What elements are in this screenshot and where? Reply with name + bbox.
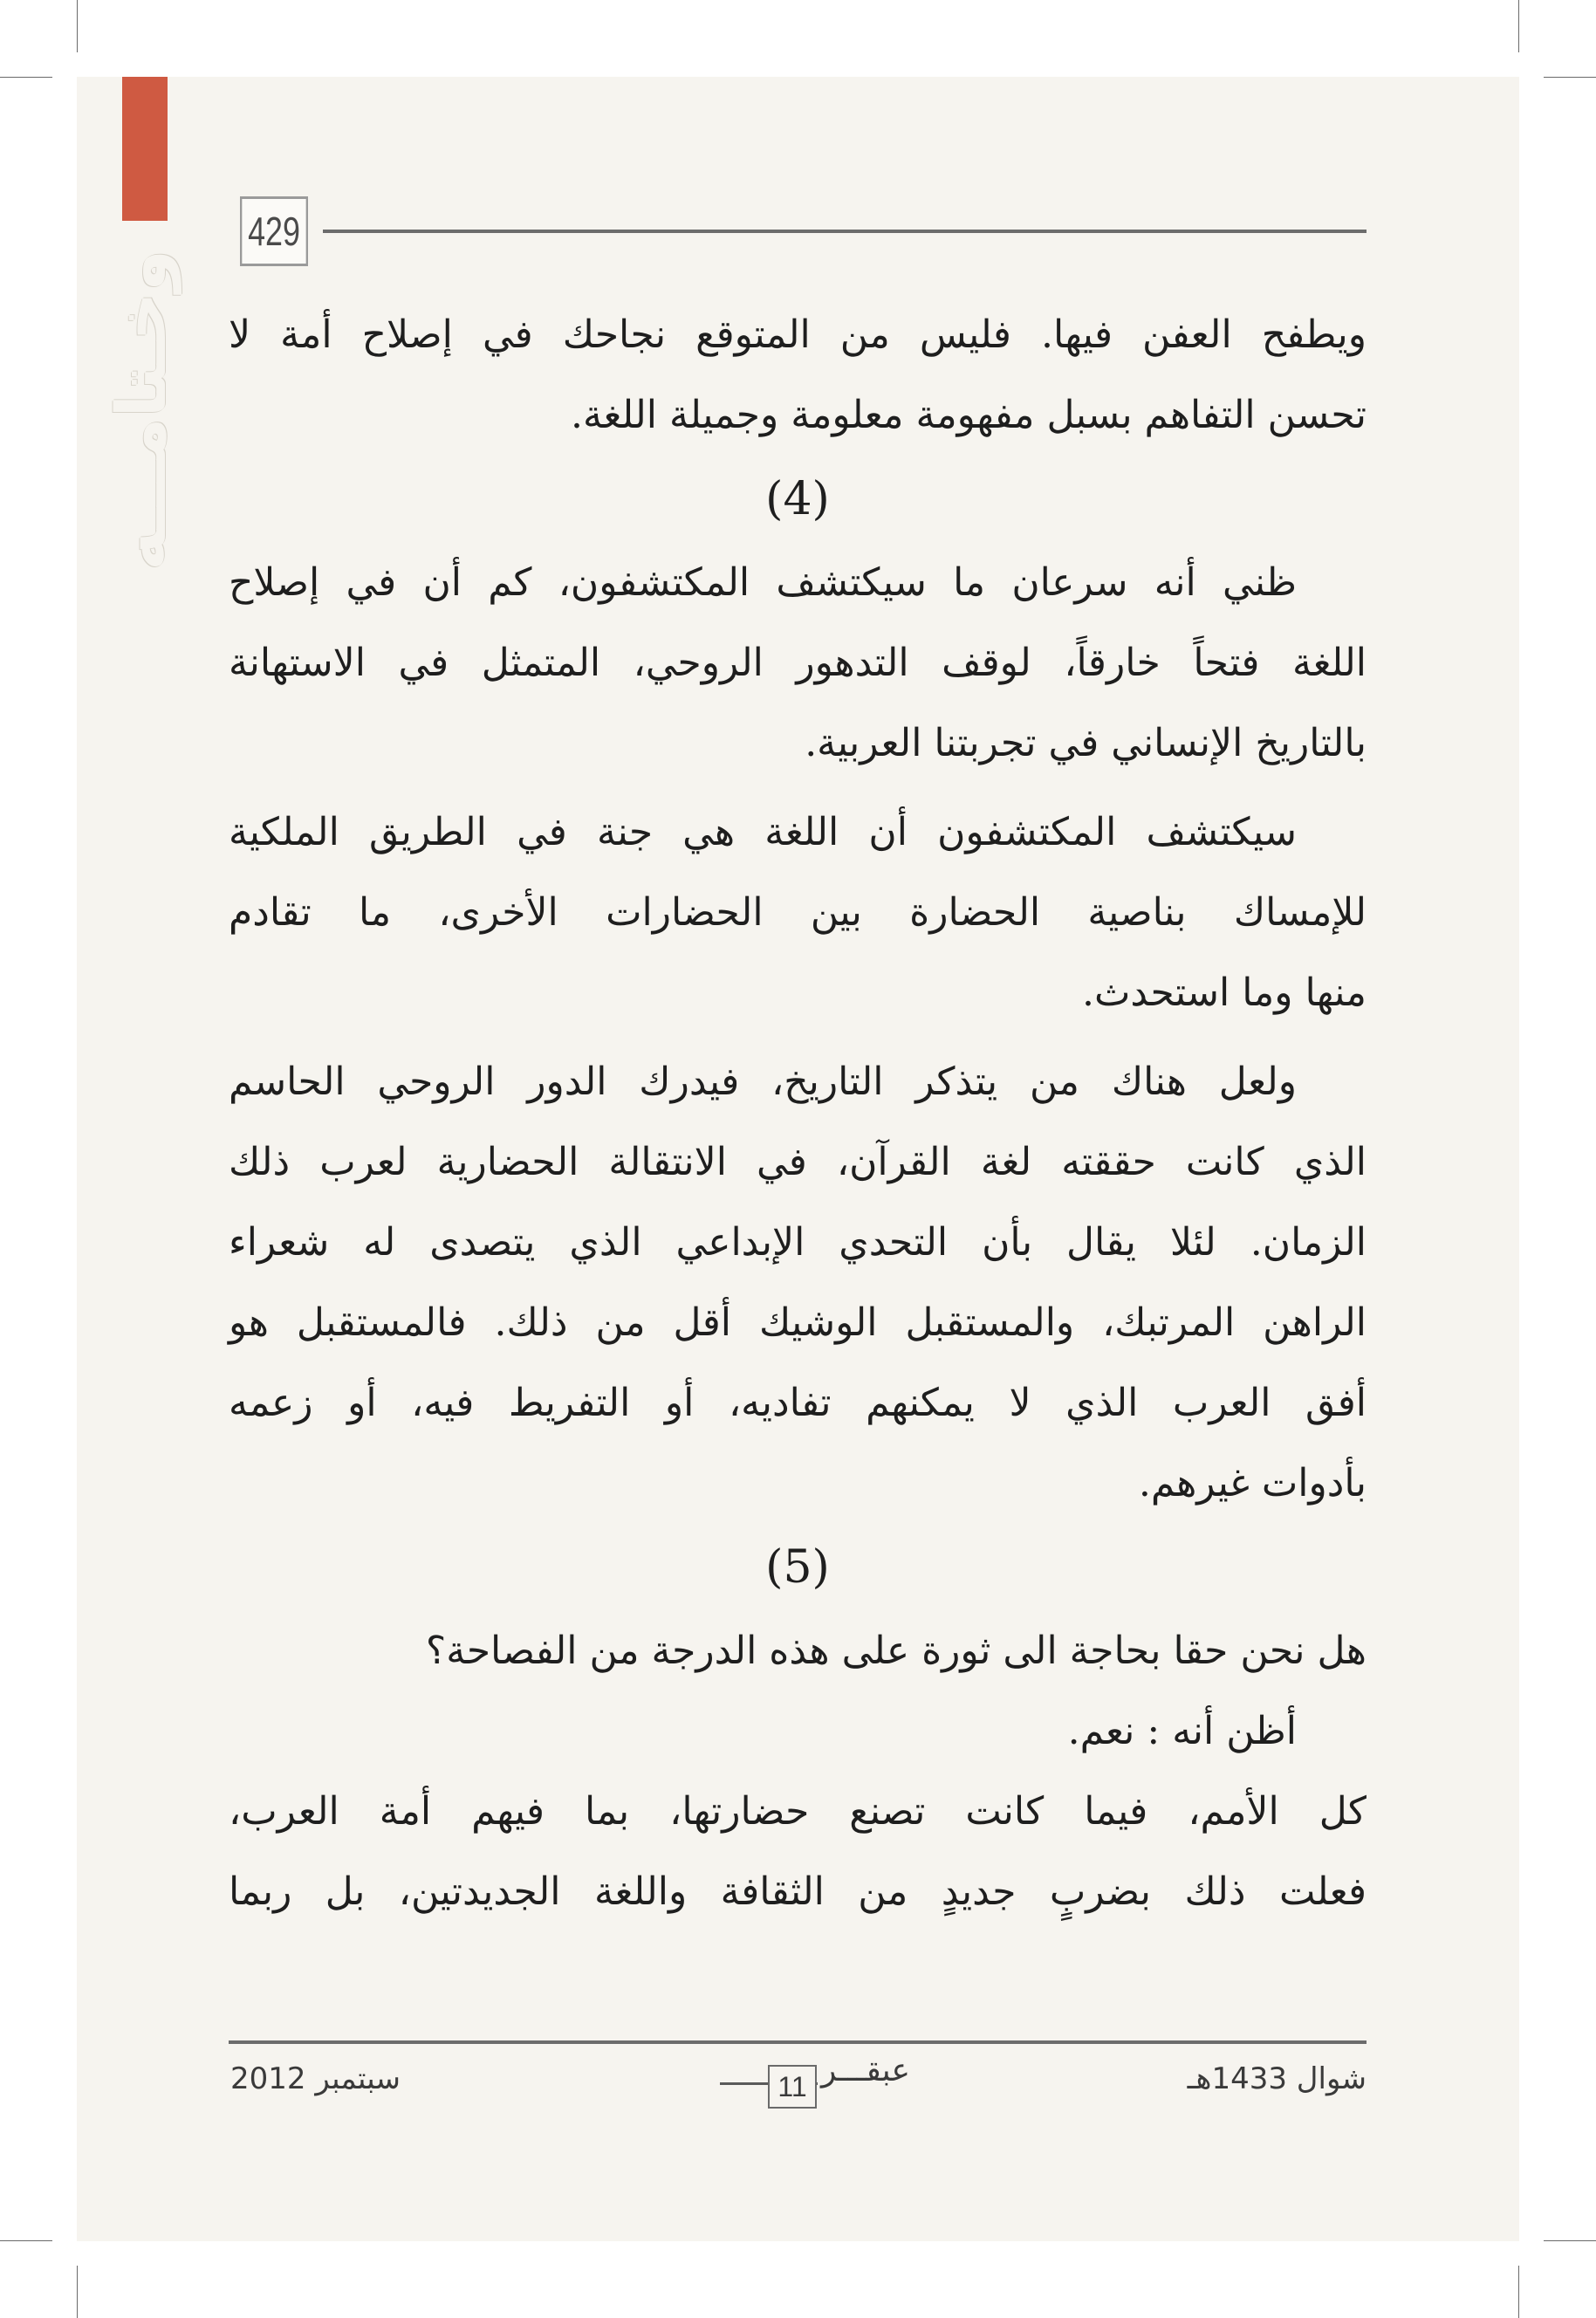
magazine-name: عبقـــر [818,2053,914,2088]
text-line: هل نحن حقا بحاجة الى ثورة على هذه الدرجة من الفصاحة؟ [425,1629,1367,1673]
text-line: اللغة فتحاً خارقاً، لوقف التدهور الروحي، المتمثل في الاستهانة [229,641,1367,685]
section-color-tab [122,77,168,221]
text-line: الذي كانت حققته لغة القرآن، في الانتقالة الحضارية لعرب ذلك [229,1140,1367,1184]
crop-mark [77,2266,78,2318]
text-line: أظن أنه : نعم. [1067,1709,1297,1753]
footer-hijri-date: شوال 1433هـ [1187,2061,1367,2096]
footer-gregorian-date: سبتمبر 2012 [230,2061,401,2096]
section-side-title [90,249,195,572]
text-line: سيكتشف المكتشفون أن اللغة هي جنة في الطريق الملكية [229,810,1297,854]
crop-mark [0,77,52,78]
section-number: (5) [765,1541,830,1594]
crop-mark [1544,77,1596,78]
text-line: كل الأمم، فيما كانت تصنع حضارتها، بما فيهم أمة العرب، [229,1789,1367,1834]
text-line: بالتاريخ الإنساني في تجربتنا العربية. [805,721,1367,765]
section-number: (4) [765,473,830,525]
text-line: بأدوات غيرهم. [1138,1461,1367,1505]
issue-number: 11 [768,2065,817,2109]
crop-mark [1544,2240,1596,2241]
article-body [229,295,1367,1932]
text-line: ظني أنه سرعان ما سيكتشف المكتشفون، كم أن في إصلاح [229,560,1297,605]
text-line: للإمساك بناصية الحضارة بين الحضارات الأخرى، ما تقادم [229,890,1367,935]
header-rule [323,230,1367,233]
crop-mark [1518,2266,1519,2318]
crop-mark [77,0,78,52]
crop-mark [0,2240,52,2241]
text-line: ولعل هناك من يتذكر التاريخ، فيدرك الدور الروحي الحاسم [229,1060,1297,1104]
text-line: منها وما استحدث. [1081,970,1367,1015]
text-line: الزمان. لئلا يقال بأن التحدي الإبداعي الذي يتصدى له شعراء [229,1220,1367,1265]
crop-mark [1518,0,1519,52]
section-side-title-text: وخـتامـــه [103,249,182,572]
footer-masthead [711,2053,921,2114]
footer-rule [229,2040,1367,2044]
page-number: 429 [240,196,308,266]
text-line: تحسن التفاهم بسبل مفهومة معلومة وجميلة اللغة. [570,393,1367,437]
text-line: فعلت ذلك بضربٍ جديدٍ من الثقافة واللغة الجديدتين، بل ربما [229,1869,1367,1914]
text-line: الراهن المرتبك، والمستقبل الوشيك أقل من ذلك. فالمستقبل هو [229,1300,1367,1345]
text-line: ويطفح العفن فيها. فليس من المتوقع نجاحك في إصلاح أمة لا [229,312,1367,357]
text-line: أفق العرب الذي لا يمكنهم تفاديه، أو التفريط فيه، أو زعمه [229,1381,1367,1425]
